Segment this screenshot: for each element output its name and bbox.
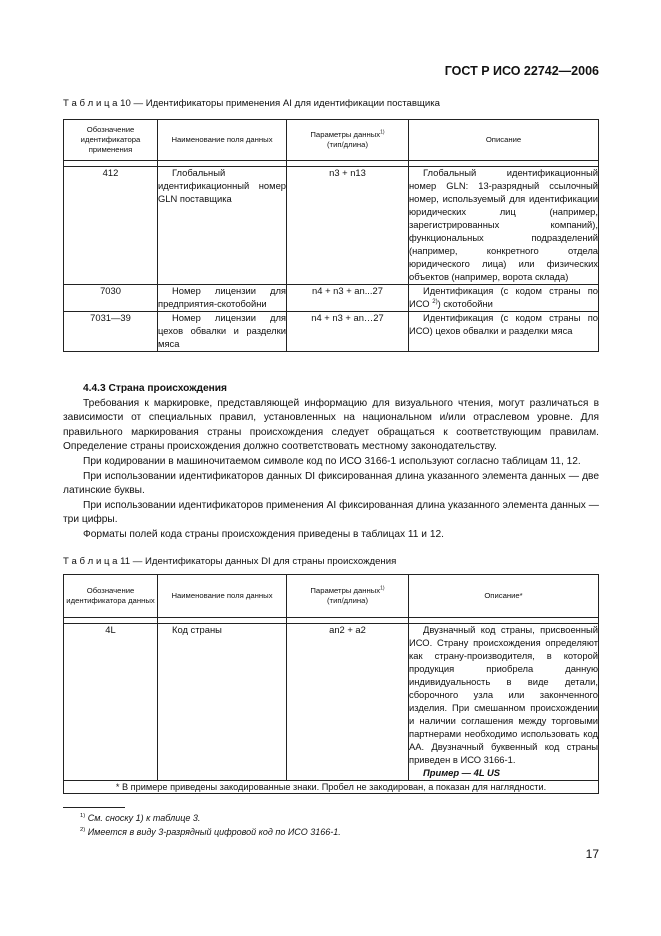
table10-row3-params: n4 + n3 + an…27: [287, 311, 409, 351]
table11-example: Пример — 4L US: [423, 766, 501, 778]
paragraph: При кодировании в машиночитаемом символе код по ИСО 3166-1 используют согласно таблицам 11, 12.: [83, 455, 581, 467]
page-number: 17: [585, 847, 599, 861]
table10-row1-name: Глобальный идентификационный номер GLN поставщика: [158, 167, 287, 285]
standard-header: ГОСТ Р ИСО 22742—2006: [444, 64, 599, 78]
table-row: [64, 311, 599, 351]
table11-header-desc: Описание*: [409, 575, 599, 618]
table10-row3-code: 7031—39: [64, 311, 158, 351]
table-row: [64, 284, 599, 311]
table10-header-desc: Описание: [409, 120, 599, 161]
table11-row-name: Код страны: [158, 624, 287, 781]
table11-caption: Т а б л и ц а 11 — Идентификаторы данных DI для страны происхождения: [63, 556, 397, 567]
paragraph: При использовании идентификаторов данных DI фиксированная длина указанного элемента данных — две латинские буквы.: [63, 470, 599, 497]
table11-row-params: an2 + a2: [287, 624, 409, 781]
table10-row1-code: 412: [64, 167, 158, 285]
section-country-of-origin: [63, 382, 599, 543]
table-11: [63, 574, 599, 794]
table10-row1-params: n3 + n13: [287, 167, 409, 285]
table10-row2-code: 7030: [64, 284, 158, 311]
table-row: [64, 624, 599, 781]
footnote-2: $^{2)}$ Имеется в виду 3-разрядный цифровой код по ИСО 3166-1.: [80, 827, 341, 837]
paragraph: Форматы полей кода страны происхождения приведены в таблицах 11 и 12.: [83, 528, 444, 540]
table-10: [63, 119, 599, 352]
table10-row1-desc: Глобальный идентификационный номер GLN: 13-разрядный ссылочный номер, используемый для идентификации юридических лиц (например, зарегистрированных компаний), функциональных подразделений (например, конкретного отдела юридического лица) или физических объектов (например, ворота склада): [409, 167, 599, 285]
table10-header-params: Параметры данных$^{1)}$ (тип/длина): [287, 120, 409, 161]
table11-row-code: 4L: [64, 624, 158, 781]
table10-row3-desc: Идентификация (с кодом страны по ИСО) цехов обвалки и разделки мяса: [409, 311, 599, 351]
section-heading: 4.4.3 Страна происхождения: [83, 383, 227, 394]
table10-caption: Т а б л и ц а 10 — Идентификаторы применения AI для идентификации поставщика: [63, 98, 440, 109]
table10-row2-desc: Идентификация (с кодом страны по ИСО $^{2)}$) скотобойни: [409, 284, 599, 311]
table11-header-row: [64, 575, 599, 618]
table11-header-name: Наименование поля данных: [158, 575, 287, 618]
table11-header-code: Обозначение идентификатора данных: [64, 575, 158, 618]
table10-header-name: Наименование поля данных: [158, 120, 287, 161]
table11-row-desc: Двузначный код страны, присвоенный ИСО. Страну происхождения определяют как страну-производителя, в которой продукция приобрела данную индивидуальность в виде детали, сборочного узла или законченного изделия. При смешанном происхождении и наличии соглашения между торговыми партнерами необходимо использовать код АА. Двузначный буквенный код страны приведен в ИСО 3166-1. Пример — 4L US: [409, 624, 599, 781]
paragraph: Требования к маркировке, представляющей информацию для визуального чтения, могут различаться в зависимости от специальных правил, установленных на национальном и/или отраслевом уровне. Для правильного маркирования страны происхождения следует обращаться к соответствующим правилам. Определение страны происхождения должно соответствовать местному законодательству.: [63, 397, 599, 453]
table10-header-row: [64, 120, 599, 161]
table10-header-code: Обозначение идентификатора применения: [64, 120, 158, 161]
table-row: [64, 167, 599, 285]
table10-row3-name: Номер лицензии для цехов обвалки и разделки мяса: [158, 311, 287, 351]
table10-row2-name: Номер лицензии для предприятия-скотобойни: [158, 284, 287, 311]
table10-row2-params: n4 + n3 + an...27: [287, 284, 409, 311]
footnote-1: $^{1)}$ См. сноску 1) к таблице 3.: [80, 813, 201, 823]
table11-note: * В примере приведены закодированные знаки. Пробел не закодирован, а показан для наглядности.: [64, 780, 599, 794]
footnote-divider: [63, 807, 125, 808]
paragraph: При использовании идентификаторов применения AI фиксированная длина указанного элемента данных — три цифры.: [63, 499, 599, 526]
table11-header-params: Параметры данных$^{1)}$ (тип/длина): [287, 575, 409, 618]
